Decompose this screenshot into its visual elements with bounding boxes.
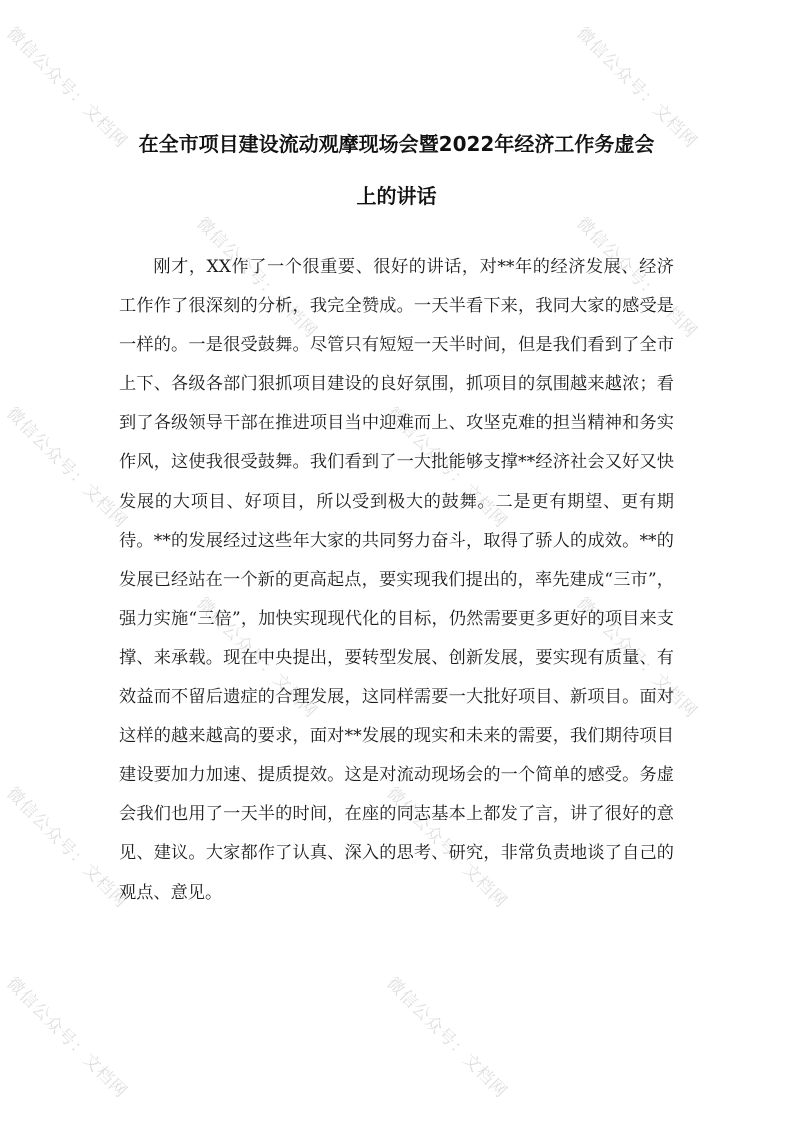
watermark-text: 微信公众号：文档网	[2, 403, 132, 533]
watermark-text: 微信公众号：文档网	[382, 403, 512, 533]
watermark-text: 微信公众号：文档网	[382, 783, 512, 913]
watermark-text: 微信公众号：文档网	[2, 973, 132, 1103]
watermark-text: 微信公众号：文档网	[572, 213, 702, 343]
watermark-text: 微信公众号：文档网	[382, 973, 512, 1103]
speech-paragraph: 刚才，XX作了一个很重要、很好的讲话，对**年的经济发展、经济工作作了很深刻的分析，我完全赞成。一天半看下来，我同大家的感受是一样的。一是很受鼓舞。尽管只有短短一天半时间，但是我们看到了全市上下、各级各部门狠抓项目建设的良好氛围，抓项目的氛围越来越浓；看到了各级领导干部在推进项目当中迎难而上、攻坚克难的担当精神和务实作风，这使我很受鼓舞。我们看到了一大批能够支撑**经济社会又好又快发展的大项目、好项目，所以受到极大的鼓舞。二是更有期望、更有期待。**的发展经过这些年大家的共同努力奋斗，取得了骄人的成效。**的发展已经站在一个新的更高起点，要实现我们提出的，率先建成“三市”，强力实施“三倍”，加快实现现代化的目标，仍然需要更多更好的项目来支撑、来承载。现在中央提出，要转型发展、创新发展，要实现有质量、有效益而不留后遗症的合理发展，这同样需要一大批好项目、新项目。面对这样的越来越高的要求，面对**发展的现实和未来的需要，我们期待项目建设要加力加速、提质提效。这是对流动现场会的一个简单的感受。务虚会我们也用了一天半的时间，在座的同志基本上都发了言，讲了很好的意见、建议。大家都作了认真、深入的思考、研究，非常负责地谈了自己的观点、意见。	[119, 257, 674, 903]
document-title-line-1: 在全市项目建设流动观摩现场会暨2022年经济工作务虚会	[138, 132, 655, 156]
watermark-text: 微信公众号：文档网	[2, 783, 132, 913]
watermark-text: 微信公众号：文档网	[572, 593, 702, 723]
watermark-text: 微信公众号：文档网	[192, 593, 322, 723]
watermark-text: 微信公众号：文档网	[192, 213, 322, 343]
watermark-text: 微信公众号：文档网	[2, 23, 132, 153]
watermark-text: 微信公众号：文档网	[572, 23, 702, 153]
document-title-line-2: 上的讲话	[356, 184, 437, 208]
